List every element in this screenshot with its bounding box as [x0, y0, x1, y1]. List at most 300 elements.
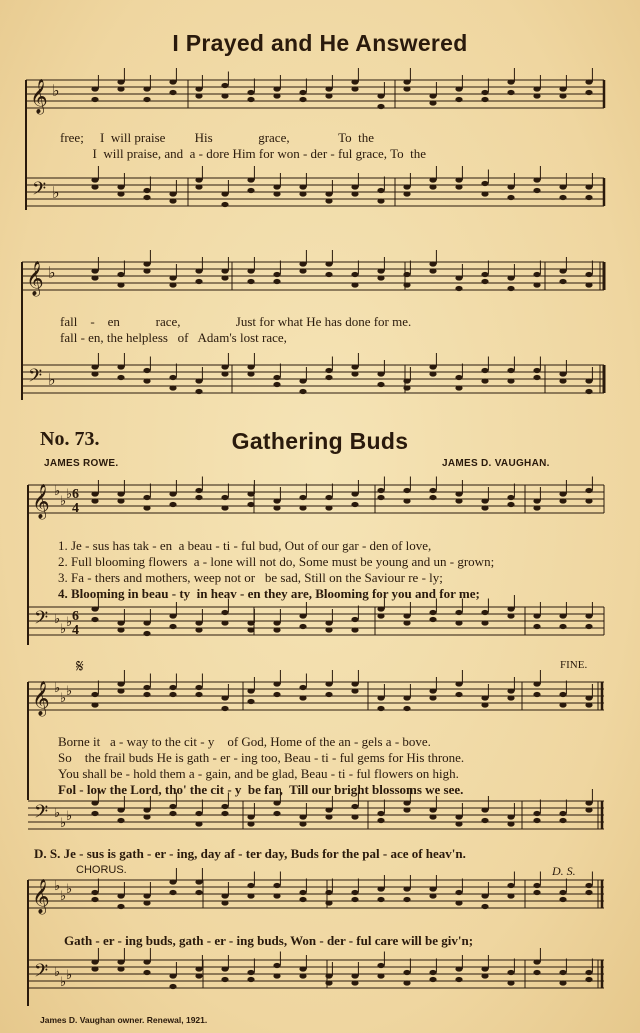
verse1-part2: Borne it a - way to the cit - y of God, Home of the an - gels a - bove. [58, 734, 431, 749]
note-head [169, 275, 176, 280]
note-head [585, 498, 592, 503]
svg-text:𝄢: 𝄢 [34, 608, 49, 633]
note-head [273, 93, 280, 98]
note-head [117, 491, 124, 496]
note-head [143, 188, 150, 193]
verse2-part1: 2. Full blooming flowers a - lone will not do, Some must be young and un - grown; [58, 554, 495, 569]
note-head [91, 97, 98, 102]
note-head [273, 375, 280, 380]
note-head [169, 973, 176, 978]
lyric-top-s2-verse2: fall - en, the helpless of Adam's lost race, [60, 330, 287, 345]
note-head [481, 702, 488, 707]
note-head [325, 261, 332, 266]
note-head [585, 977, 592, 982]
staff-main-bass-1 [0, 597, 640, 657]
svg-text:♭: ♭ [60, 888, 67, 903]
note-head [195, 620, 202, 625]
note-head [351, 681, 358, 686]
note-head [117, 688, 124, 693]
note-head [299, 613, 306, 618]
note-head [351, 890, 358, 895]
svg-text:♭: ♭ [54, 805, 61, 820]
note-head [169, 282, 176, 287]
note-head [481, 368, 488, 373]
note-head [247, 699, 254, 704]
note-head [455, 86, 462, 91]
note-head [585, 272, 592, 277]
note-head [507, 502, 514, 507]
note-head [351, 897, 358, 902]
note-head [481, 610, 488, 615]
note-head [351, 371, 358, 376]
svg-text:♭: ♭ [54, 680, 61, 695]
note-head [507, 368, 514, 373]
note-head [351, 980, 358, 985]
composer-credit: JAMES D. VAUGHAN. [442, 458, 550, 469]
note-head [377, 811, 384, 816]
note-head [585, 695, 592, 700]
note-head [91, 275, 98, 280]
note-head [143, 495, 150, 500]
note-head [247, 90, 254, 95]
note-head [169, 890, 176, 895]
note-head [559, 897, 566, 902]
note-head [351, 804, 358, 809]
note-head [481, 272, 488, 277]
note-head [325, 368, 332, 373]
note-head [325, 93, 332, 98]
note-head [377, 275, 384, 280]
note-head [91, 268, 98, 273]
note-head [455, 900, 462, 905]
note-head [247, 268, 254, 273]
note-head [273, 973, 280, 978]
note-head [117, 966, 124, 971]
svg-text:4: 4 [72, 501, 79, 516]
note-head [455, 681, 462, 686]
note-head [221, 610, 228, 615]
note-head [143, 631, 150, 636]
note-head [351, 973, 358, 978]
note-head [559, 702, 566, 707]
note-head [143, 814, 150, 819]
note-head [273, 963, 280, 968]
lyric-top-s1-verse2: I will praise, and a - dore Him for won - der - ful grace, To the [60, 146, 426, 161]
staff-main-treble-2 [0, 672, 640, 732]
note-head [559, 970, 566, 975]
note-head [273, 279, 280, 284]
note-head [91, 371, 98, 376]
note-head [325, 375, 332, 380]
note-head [559, 692, 566, 697]
note-head [221, 620, 228, 625]
note-head [117, 498, 124, 503]
segno-sign: 𝄋 [76, 656, 84, 677]
note-head [143, 900, 150, 905]
note-head [481, 966, 488, 971]
svg-text:♭: ♭ [66, 614, 73, 629]
note-head [91, 86, 98, 91]
note-head [403, 282, 410, 287]
note-head [117, 184, 124, 189]
note-head [429, 177, 436, 182]
note-head [351, 86, 358, 91]
note-head [377, 613, 384, 618]
note-head [533, 624, 540, 629]
note-head [429, 695, 436, 700]
note-head [91, 959, 98, 964]
note-head [221, 977, 228, 982]
note-head [247, 688, 254, 693]
note-head [195, 86, 202, 91]
note-head [299, 821, 306, 826]
note-head [507, 980, 514, 985]
note-head [455, 385, 462, 390]
note-head [533, 282, 540, 287]
note-head [221, 695, 228, 700]
note-head [377, 371, 384, 376]
verse1-part1: 1. Je - sus has tak - en a beau - ti - ful bud, Out of our gar - den of love, [58, 538, 432, 553]
note-head [273, 382, 280, 387]
note-head [377, 188, 384, 193]
note-head [143, 86, 150, 91]
note-head [429, 688, 436, 693]
note-head [429, 970, 436, 975]
note-head [117, 904, 124, 909]
note-head [247, 491, 254, 496]
note-head [455, 821, 462, 826]
note-head [299, 897, 306, 902]
note-head [585, 79, 592, 84]
note-head [117, 86, 124, 91]
note-head [533, 375, 540, 380]
note-head [351, 191, 358, 196]
note-head [481, 181, 488, 186]
note-head [559, 624, 566, 629]
note-head [325, 890, 332, 895]
note-head [585, 389, 592, 394]
note-head [325, 620, 332, 625]
svg-text:𝄢: 𝄢 [32, 179, 47, 204]
note-head [195, 268, 202, 273]
note-head [533, 959, 540, 964]
hymn-title-main: Gathering Buds [231, 428, 409, 454]
staff-main-bass-2 [0, 791, 640, 851]
svg-text:♭: ♭ [60, 493, 67, 508]
svg-text:♭: ♭ [66, 683, 73, 698]
note-head [195, 495, 202, 500]
note-head [455, 977, 462, 982]
note-head [559, 86, 566, 91]
note-head [403, 79, 410, 84]
svg-text:𝄞: 𝄞 [30, 79, 48, 114]
staff-chorus-bass [0, 950, 640, 1010]
note-head [455, 814, 462, 819]
note-head [403, 800, 410, 805]
note-head [247, 814, 254, 819]
note-head [455, 692, 462, 697]
note-head [585, 624, 592, 629]
note-head [377, 818, 384, 823]
note-head [117, 375, 124, 380]
note-head [195, 685, 202, 690]
note-head [195, 488, 202, 493]
note-head [585, 184, 592, 189]
note-head [533, 177, 540, 182]
note-head [299, 97, 306, 102]
note-head [507, 893, 514, 898]
note-head [559, 195, 566, 200]
note-head [403, 488, 410, 493]
note-head [429, 617, 436, 622]
copyright-footer: James D. Vaughan owner. Renewal, 1921. [40, 1015, 208, 1025]
note-head [481, 378, 488, 383]
note-head [533, 692, 540, 697]
note-head [195, 821, 202, 826]
note-head [221, 275, 228, 280]
note-head [299, 966, 306, 971]
note-head [325, 86, 332, 91]
note-head [507, 495, 514, 500]
note-head [117, 272, 124, 277]
note-head [169, 502, 176, 507]
note-head [143, 368, 150, 373]
note-head [143, 893, 150, 898]
note-head [169, 811, 176, 816]
note-head [273, 86, 280, 91]
svg-text:♭: ♭ [54, 483, 61, 498]
note-head [377, 93, 384, 98]
note-head [507, 90, 514, 95]
note-head [247, 502, 254, 507]
note-head [585, 378, 592, 383]
note-head [143, 620, 150, 625]
note-head [299, 389, 306, 394]
note-head [299, 268, 306, 273]
note-head [481, 620, 488, 625]
note-head [585, 970, 592, 975]
note-head [377, 973, 384, 978]
note-head [585, 890, 592, 895]
note-head [169, 375, 176, 380]
note-head [559, 613, 566, 618]
hymn-number: No. 73. [40, 428, 100, 450]
note-head [195, 966, 202, 971]
chorus-label: CHORUS. [76, 864, 127, 876]
note-head [455, 375, 462, 380]
note-head [429, 261, 436, 266]
verse4-part2: Fol - low the Lord, tho' the cit - y be far, Till our bright blossoms we see. [58, 782, 464, 797]
note-head [507, 821, 514, 826]
svg-text:♭: ♭ [52, 185, 60, 202]
note-head [507, 286, 514, 291]
note-head [429, 93, 436, 98]
note-head [247, 620, 254, 625]
hymn-title-top: I Prayed and He Answered [172, 30, 468, 56]
staff-main-treble-1 [0, 475, 640, 535]
svg-text:♭: ♭ [66, 967, 73, 982]
note-head [481, 191, 488, 196]
note-head [143, 505, 150, 510]
note-head [585, 613, 592, 618]
note-head [299, 814, 306, 819]
note-head [585, 883, 592, 888]
note-head [91, 606, 98, 611]
note-head [299, 495, 306, 500]
note-head [273, 498, 280, 503]
svg-text:♭: ♭ [60, 690, 67, 705]
note-head [403, 970, 410, 975]
note-head [247, 977, 254, 982]
note-head [429, 100, 436, 105]
note-head [325, 900, 332, 905]
note-head [533, 970, 540, 975]
note-head [247, 364, 254, 369]
note-head [481, 90, 488, 95]
note-head [377, 886, 384, 891]
note-head [585, 195, 592, 200]
note-head [299, 184, 306, 189]
note-head [247, 970, 254, 975]
note-head [273, 505, 280, 510]
note-head [195, 973, 202, 978]
note-head [143, 195, 150, 200]
note-head [117, 807, 124, 812]
note-head [377, 495, 384, 500]
note-head [325, 191, 332, 196]
note-head [299, 890, 306, 895]
note-head [247, 188, 254, 193]
note-head [91, 184, 98, 189]
note-head [533, 818, 540, 823]
note-head [507, 378, 514, 383]
note-head [533, 811, 540, 816]
note-head [403, 886, 410, 891]
note-head [455, 966, 462, 971]
note-head [273, 692, 280, 697]
note-head [559, 890, 566, 895]
note-head [559, 980, 566, 985]
staff-top-treble-2 [0, 252, 640, 312]
note-head [455, 97, 462, 102]
note-head [299, 973, 306, 978]
note-head [117, 818, 124, 823]
staff-top-bass-2 [0, 355, 640, 415]
note-head [533, 498, 540, 503]
note-head [221, 83, 228, 88]
note-head [377, 706, 384, 711]
note-head [507, 606, 514, 611]
note-head [195, 890, 202, 895]
note-head [559, 818, 566, 823]
note-head [559, 498, 566, 503]
note-head [403, 378, 410, 383]
fine-marker: FINE. [560, 659, 588, 671]
note-head [169, 90, 176, 95]
svg-text:♭: ♭ [66, 881, 73, 896]
note-head [117, 282, 124, 287]
note-head [403, 385, 410, 390]
note-head [455, 491, 462, 496]
note-head [247, 371, 254, 376]
note-head [377, 382, 384, 387]
note-head [507, 970, 514, 975]
note-head [481, 695, 488, 700]
note-head [273, 883, 280, 888]
note-head [117, 893, 124, 898]
note-head [351, 617, 358, 622]
note-head [481, 505, 488, 510]
verse2-part2: So the frail buds He is gath - er - ing too, Beau - ti - ful gems for His throne. [58, 750, 465, 765]
note-head [91, 177, 98, 182]
note-head [273, 681, 280, 686]
note-head [221, 191, 228, 196]
note-head [325, 505, 332, 510]
note-head [533, 505, 540, 510]
note-head [429, 364, 436, 369]
note-head [169, 685, 176, 690]
note-head [169, 984, 176, 989]
note-head [585, 488, 592, 493]
note-head [325, 980, 332, 985]
note-head [143, 97, 150, 102]
note-head [377, 488, 384, 493]
note-head [247, 627, 254, 632]
note-head [403, 980, 410, 985]
note-head [273, 620, 280, 625]
note-head [533, 613, 540, 618]
note-head [247, 177, 254, 182]
note-head [169, 198, 176, 203]
note-head [533, 883, 540, 888]
note-head [143, 807, 150, 812]
svg-text:𝄢: 𝄢 [34, 802, 49, 827]
note-head [377, 695, 384, 700]
note-head [91, 364, 98, 369]
svg-text:4: 4 [72, 623, 79, 638]
note-head [455, 286, 462, 291]
note-head [91, 692, 98, 697]
note-head [195, 692, 202, 697]
note-head [91, 800, 98, 805]
note-head [533, 681, 540, 686]
note-head [273, 272, 280, 277]
note-head [351, 627, 358, 632]
note-head [403, 191, 410, 196]
note-head [403, 706, 410, 711]
note-head [429, 807, 436, 812]
note-head [533, 93, 540, 98]
note-head [221, 966, 228, 971]
note-head [325, 807, 332, 812]
note-head [559, 811, 566, 816]
lyric-top-s2-verse1: fall - en race, Just for what He has done for me. [60, 314, 412, 329]
note-head [169, 79, 176, 84]
svg-text:♭: ♭ [54, 964, 61, 979]
note-head [325, 495, 332, 500]
note-head [351, 272, 358, 277]
note-head [299, 378, 306, 383]
svg-text:♭: ♭ [66, 486, 73, 501]
note-head [247, 893, 254, 898]
note-head [91, 966, 98, 971]
svg-text:𝄞: 𝄞 [32, 484, 50, 519]
note-head [221, 900, 228, 905]
note-head [377, 268, 384, 273]
note-head [221, 495, 228, 500]
note-head [455, 890, 462, 895]
note-head [325, 814, 332, 819]
